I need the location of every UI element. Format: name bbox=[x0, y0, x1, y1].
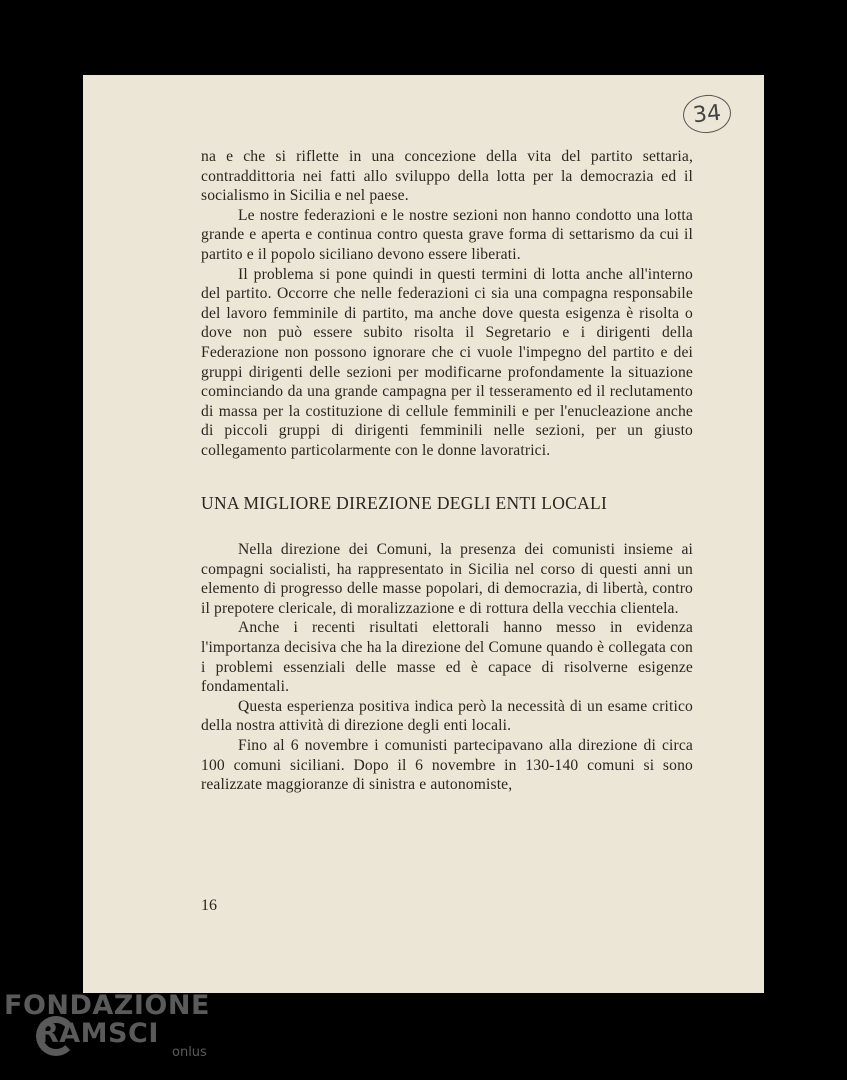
paragraph: Il problema si pone quindi in questi termini di lotta anche all'interno del partito. Occorre che nelle federazioni ci sia una compagna responsabile del lavoro femminile di partito, ma anche dove questa esigenza è risolta o dove non può essere subito risolta il Segretario e i dirigenti della Federazione non possono ignorare che ci vuole l'impegno del partito e dei gruppi dirigenti delle sezioni per modificarne profondamente la situazione cominciando da una grande campagna per il tesseramento ed il reclutamento di massa per la costituzione di cellule femminili e per l'enucleazione anche di piccoli gruppi di dirigenti femminili nelle sezioni, per un giusto collegamento particolarmente con le donne lavoratrici. bbox=[201, 265, 693, 459]
paragraph: na e che si riflette in una concezione della vita del partito settaria, contraddittoria nei fatti allo sviluppo della lotta per la democrazia ed il socialismo in Sicilia e nel paese. bbox=[201, 148, 693, 205]
document-page bbox=[83, 75, 764, 993]
logo-g-icon bbox=[36, 1016, 76, 1056]
paragraph: Questa esperienza positiva indica però la necessità di un esame critico della nostra attività di direzione degli enti locali. bbox=[201, 697, 693, 735]
page-number: 16 bbox=[201, 897, 217, 914]
paragraph: Fino al 6 novembre i comunisti partecipavano alla direzione di circa 100 comuni siciliani. Dopo il 6 novembre in 130-140 comuni si sono realizzate maggioranze di sinistra e autonomiste, bbox=[201, 737, 693, 794]
paragraph: Le nostre federazioni e le nostre sezioni non hanno condotto una lotta grande e aperta e continua contro questa grave forma di settarismo da cui il partito e il popolo siciliano devono essere liberati. bbox=[201, 206, 693, 263]
handwritten-page-mark: 34 bbox=[681, 93, 733, 136]
body-text bbox=[201, 147, 693, 795]
paragraph: Nella direzione dei Comuni, la presenza dei comunisti insieme ai compagni socialisti, ha rappresentato in Sicilia nel corso di questi anni un elemento di progresso delle masse popolari, di democrazia, di libertà, contro il prepotere clericale, di moralizzazione e di rottura della vecchia clientela. bbox=[201, 541, 693, 617]
logo-line-3: onlus bbox=[172, 1045, 207, 1060]
logo-line-2: RAMSCI bbox=[38, 1018, 159, 1049]
fondazione-gramsci-logo bbox=[4, 992, 210, 1060]
paragraph: Anche i recenti risultati elettorali hanno messo in evidenza l'importanza decisiva che ha la direzione del Comune quando è collegata con i problemi essenziali delle masse ed è capace di risolverne esigenze fondamentali. bbox=[201, 619, 693, 696]
logo-line-1: FONDAZIONE bbox=[4, 990, 210, 1021]
section-heading: UNA MIGLIORE DIREZIONE DEGLI ENTI LOCALI bbox=[201, 492, 608, 513]
